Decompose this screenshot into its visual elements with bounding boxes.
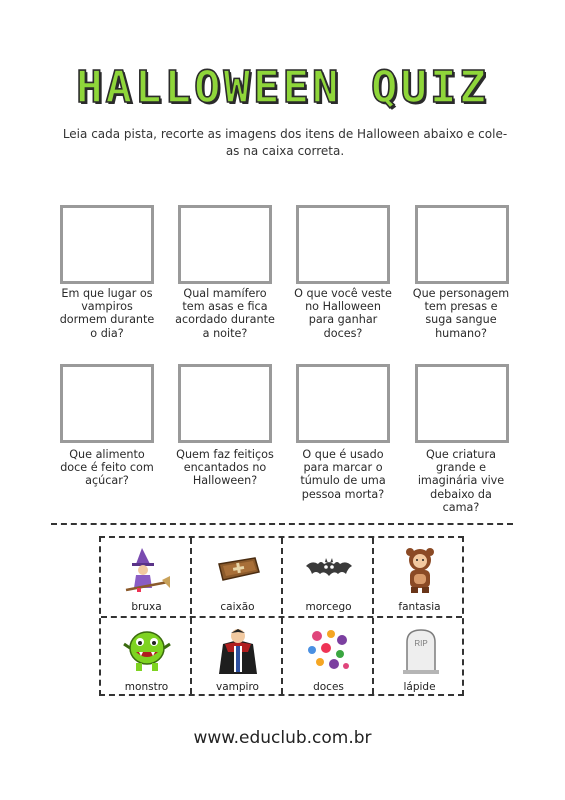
cutout-label: vampiro: [216, 681, 259, 693]
cut-line: [51, 523, 513, 525]
answer-box[interactable]: [60, 205, 154, 284]
question-text: Em que lugar os vampiros dormem durante o dia?: [59, 287, 155, 340]
answer-box[interactable]: [296, 205, 390, 284]
question-text: O que é usado para marcar o túmulo de uma pessoa morta?: [300, 448, 386, 501]
answer-box[interactable]: [296, 364, 390, 443]
question-text: Que criatura grande e imaginária vive debaixo da cama?: [417, 448, 505, 514]
question-text: O que você veste no Halloween para ganhar doces?: [294, 287, 392, 340]
cutout-label: morcego: [305, 601, 352, 613]
cutout-label: monstro: [124, 681, 169, 693]
coffin-icon: [213, 546, 263, 596]
instructions-text: Leia cada pista, recorte as imagens dos itens de Halloween abaixo e cole-as na caixa correta.: [62, 127, 508, 158]
svg-text:RIP: RIP: [413, 639, 428, 648]
candy-icon: [304, 626, 354, 676]
cutout-cell[interactable]: [374, 618, 465, 697]
question-text: Que personagem tem presas e suga sangue humano?: [412, 287, 510, 340]
cutout-cell[interactable]: [101, 618, 192, 697]
cutout-label: fantasia: [398, 601, 441, 613]
question-text: Qual mamífero tem asas e fica acordado durante a noite?: [175, 287, 275, 340]
answer-box[interactable]: [415, 364, 509, 443]
cutout-cell[interactable]: [283, 538, 374, 617]
cutout-label: caixão: [220, 601, 255, 613]
cutout-cell[interactable]: [101, 538, 192, 617]
bear-costume-icon: [395, 546, 445, 596]
monster-icon: [122, 626, 172, 676]
cutout-label: doces: [313, 681, 344, 693]
tombstone-icon: [395, 626, 445, 676]
cutout-label: bruxa: [131, 601, 162, 613]
cutout-cell[interactable]: [374, 538, 465, 617]
footer-url[interactable]: www.educlub.com.br: [193, 728, 372, 748]
cutout-label: lápide: [403, 681, 436, 693]
answer-box[interactable]: [178, 364, 272, 443]
cutout-cell[interactable]: [192, 618, 283, 697]
answer-box[interactable]: [60, 364, 154, 443]
quiz-title: HALLOWEEN QUIZ: [76, 62, 489, 113]
question-text: Quem faz feitiços encantados no Halloween?: [176, 448, 274, 488]
question-text: Que alimento doce é feito com açúcar?: [60, 448, 154, 488]
cutout-cell[interactable]: [192, 538, 283, 617]
vampire-icon: [213, 626, 263, 676]
cutout-cell[interactable]: [283, 618, 374, 697]
witch-icon: [122, 546, 172, 596]
answer-box[interactable]: [415, 205, 509, 284]
cutout-grid: [99, 536, 464, 696]
bat-icon: [304, 546, 354, 596]
answer-box[interactable]: [178, 205, 272, 284]
